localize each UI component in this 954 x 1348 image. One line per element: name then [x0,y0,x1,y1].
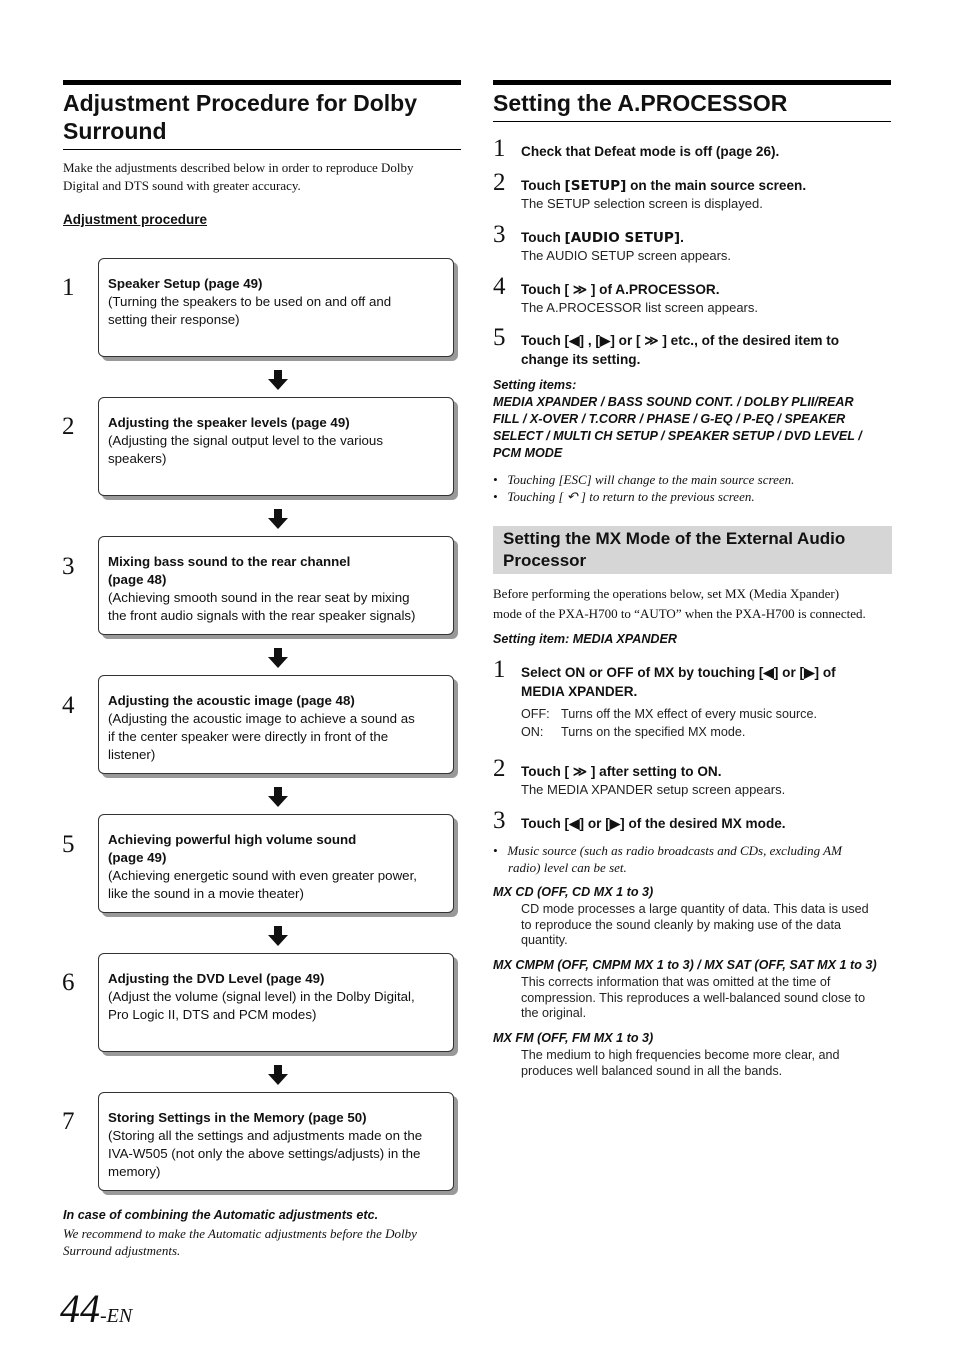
step-number: 3 [493,807,506,834]
audio-setup-key: [AUDIO SETUP] [564,230,681,246]
note-heading: In case of combining the Automatic adjustments etc. [63,1208,379,1222]
step-number: 5 [62,831,75,858]
off-label: OFF: [521,707,550,721]
procedure-step-box [98,397,454,496]
note-line: We recommend to make the Automatic adjustments before the Dolby [63,1226,417,1241]
bullet-item: • Music source (such as radio broadcasts and CDs, excluding AM [493,843,842,858]
procedure-step-box [98,953,454,1052]
mode-desc [521,902,891,949]
page-suffix: -EN [100,1305,133,1327]
procedure-step-box [98,675,454,774]
procedure-step-box [98,258,454,357]
step-title: Achieving powerful high volume sound [108,832,357,847]
step-desc: memory) [108,1164,161,1179]
setup-key: [SETUP] [564,178,627,194]
procedure-step-box [98,536,454,635]
setting-items-block [493,377,893,462]
step-desc: the front audio signals with the rear speaker signals) [108,608,416,623]
setting-items-line: MEDIA XPANDER / BASS SOUND CONT. / DOLBY PLII/REAR [493,395,854,409]
on-row [521,725,745,741]
mx-bullet [493,842,893,876]
step-desc: Pro Logic II, DTS and PCM modes) [108,1007,317,1022]
left-title-line2: Surround [63,118,167,144]
step-desc: (Achieving energetic sound with even greater power, [108,868,417,883]
step-text: Touch [ ≫ ] of A.PROCESSOR. [521,282,720,297]
step-text: Touch [◀] or [▶] of the desired MX mode. [521,816,786,831]
left-intro [63,159,463,195]
bullet-item: • Touching [ESC] will change to the main source screen. [493,472,795,487]
step-desc: if the center speaker were directly in front of the [108,729,389,744]
down-arrow-icon [268,1065,288,1085]
step-title: Storing Settings in the Memory (page 50) [108,1110,367,1125]
mx-intro [493,584,893,624]
mode-desc-line: The medium to high frequencies become more clear, and [521,1048,840,1062]
bullet-text: Touching [ ↶ ] to return to the previous screen. [507,489,755,504]
step-desc: IVA-W505 (not only the above settings/adjusts) in the [108,1146,421,1161]
note-body [63,1225,463,1259]
mode-desc-line: compression. This reproduces a well-balanced sound close to [521,990,866,1005]
mode-head: MX FM (OFF, FM MX 1 to 3) [493,1031,654,1045]
bullet-item: • Touching [ ↶ ] to return to the previous screen. [493,489,755,504]
off-text: Turns off the MX effect of every music source. [561,707,817,721]
adjustment-procedure-subhead: Adjustment procedure [63,212,208,227]
step-number: 3 [493,221,506,248]
step-text-line: Select ON or OFF of MX by touching [◀] or [▶] of [521,665,836,680]
step-text-line: Touch [◀] , [▶] or [ ≫ ] etc., of the desired item to [521,333,840,348]
step-text-post: on the main source screen. [626,178,807,193]
setting-items-line: SELECT / MULTI CH SETUP / SPEAKER SETUP / DVD LEVEL / [493,429,862,443]
mode-desc-line: CD mode processes a large quantity of data. This data is used [521,902,869,916]
mode-desc-line: This corrects information that was omitted at the time of [521,975,831,989]
down-arrow-icon [268,926,288,946]
procedure-step-box [98,814,454,913]
note-line: Surround adjustments. [63,1243,181,1258]
step-desc: (Turning the speakers to be used on and off and [108,294,392,309]
step-sub: The AUDIO SETUP screen appears. [521,248,732,263]
mode-desc [521,975,891,1022]
setting-items-line: FILL / X-OVER / T.CORR / PHASE / G-EQ / P-EQ / SPEAKER [493,412,846,426]
down-arrow-icon [268,370,288,390]
step-desc: (Achieving smooth sound in the rear seat by mixing [108,590,410,605]
left-section-title [63,80,461,150]
step-title: Speaker Setup (page 49) [108,276,263,291]
step-number: 4 [493,273,506,300]
down-arrow-icon [268,648,288,668]
step-number: 7 [62,1108,75,1135]
step-desc: setting their response) [108,312,240,327]
step-text [521,176,886,196]
step-desc: (Adjusting the acoustic image to achieve a sound as [108,711,415,726]
left-title-line1: Adjustment Procedure for Dolby [63,90,417,116]
step-number: 3 [62,553,75,580]
step-number: 1 [493,135,506,162]
step-text-post: . [680,230,684,245]
page-number-value: 44 [60,1286,100,1331]
step-sub: The A.PROCESSOR list screen appears. [521,300,758,315]
step-desc: speakers) [108,451,167,466]
step-title: Adjusting the acoustic image (page 48) [108,693,355,708]
mode-desc-line: to reproduce the sound cleanly by making use of the data [521,917,841,932]
mx-intro-line: Before performing the operations below, set MX (Media Xpander) [493,586,840,601]
step-title: (page 49) [108,850,167,865]
step-text-pre: Touch [521,230,565,245]
mode-desc [521,1048,891,1079]
step-text-pre: Touch [521,178,565,193]
step-desc: (Adjust the volume (signal level) in the Dolby Digital, [108,989,415,1004]
procedure-step-box [98,1092,454,1191]
step-text: Check that Defeat mode is off (page 26). [521,144,780,159]
step-desc: (Adjusting the signal output level to the various [108,433,383,448]
setting-items-head: Setting items: [493,378,577,392]
bullet-text: Touching [ESC] will change to the main source screen. [507,472,795,487]
page-number [60,1285,132,1332]
step-text: Touch [ ≫ ] after setting to ON. [521,764,722,779]
intro-line: Make the adjustments described below in order to reproduce Dolby [63,160,414,175]
right-title-text: Setting the A.PROCESSOR [493,90,788,116]
step-title: (page 48) [108,572,167,587]
step-number: 2 [493,755,506,782]
step-text-line: change its setting. [521,352,641,367]
step-sub: The MEDIA XPANDER setup screen appears. [521,782,786,797]
bullet-item [493,859,893,876]
setting-items-line: PCM MODE [493,446,563,460]
step-number: 6 [62,969,75,996]
step-number: 1 [493,656,506,683]
mode-head: MX CD (OFF, CD MX 1 to 3) [493,885,654,899]
mx-section-heading [493,526,892,574]
on-text: Turns on the specified MX mode. [561,725,746,739]
bullet-list [493,471,893,505]
step-text-line: MEDIA XPANDER. [521,684,638,699]
down-arrow-icon [268,787,288,807]
step-title: Adjusting the DVD Level (page 49) [108,971,325,986]
mx-heading-line: Processor [503,551,587,570]
step-number: 1 [62,274,75,301]
step-desc: listener) [108,747,156,762]
step-number: 2 [493,169,506,196]
step-text [521,663,886,701]
step-desc: (Storing all the settings and adjustments made on the [108,1128,423,1143]
step-text [521,331,886,369]
bullet-text: radio) level can be set. [508,860,627,875]
mx-intro-line: mode of the PXA-H700 to “AUTO” when the PXA-H700 is connected. [493,606,866,621]
mode-head: MX CMPM (OFF, CMPM MX 1 to 3) / MX SAT (OFF, SAT MX 1 to 3) [493,958,877,972]
step-number: 2 [62,413,75,440]
step-number: 4 [62,692,75,719]
mode-desc-line: quantity. [521,933,568,947]
step-title: Mixing bass sound to the rear channel [108,554,351,569]
step-sub: The SETUP selection screen is displayed. [521,196,763,211]
mode-desc-line: the original. [521,1006,587,1020]
down-arrow-icon [268,509,288,529]
right-section-title [493,80,891,122]
step-desc: like the sound in a movie theater) [108,886,304,901]
step-text [521,228,886,248]
mode-desc-line: produces well balanced sound in all the bands. [521,1063,783,1078]
step-number: 5 [493,324,506,351]
on-label: ON: [521,725,544,739]
intro-line: Digital and DTS sound with greater accuracy. [63,178,301,193]
mx-heading-line: Setting the MX Mode of the External Audio [503,529,846,548]
off-row [521,707,817,723]
bullet-text: Music source (such as radio broadcasts and CDs, excluding AM [507,843,842,858]
step-title: Adjusting the speaker levels (page 49) [108,415,350,430]
mx-setting-item: Setting item: MEDIA XPANDER [493,632,678,646]
